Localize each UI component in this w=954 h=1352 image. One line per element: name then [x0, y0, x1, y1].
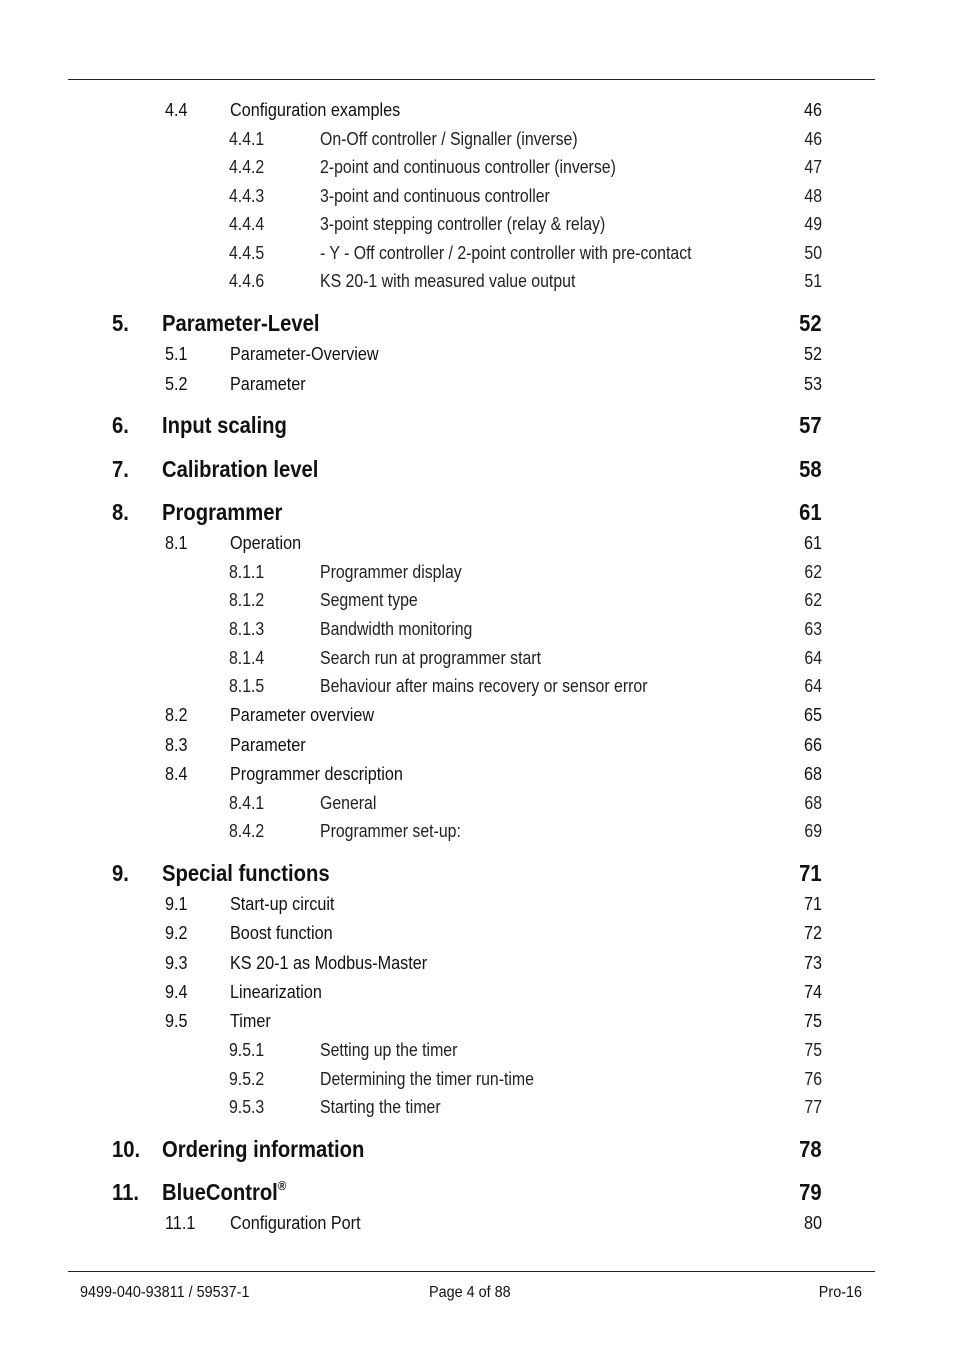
toc-entry[interactable]	[0, 923, 954, 949]
toc-entry-page: 75	[804, 1040, 822, 1060]
toc-entry-number: 8.	[112, 499, 129, 525]
toc-entry[interactable]	[0, 953, 954, 979]
header-rule	[68, 79, 875, 80]
toc-entry-number: 4.4.1	[229, 129, 265, 149]
toc-entry-title-text: Start-up circuit	[230, 894, 335, 914]
toc-entry-page: 68	[804, 793, 822, 813]
toc-entry[interactable]	[0, 735, 954, 761]
toc-entry-number: 10.	[112, 1136, 141, 1162]
toc-entry-number: 8.1.2	[229, 590, 265, 610]
toc-entry-page: 53	[803, 374, 822, 394]
toc-entry-title-text: Search run at programmer start	[320, 648, 541, 668]
toc-entry-number: 8.2	[165, 705, 188, 725]
toc-entry-number: 9.2	[165, 923, 188, 943]
toc-entry-title-text: Segment type	[320, 590, 418, 610]
toc-entry-number: 8.4.1	[229, 793, 265, 813]
toc-entry-number: 8.4.2	[229, 821, 265, 841]
toc-entry-page: 46	[803, 100, 822, 120]
toc-entry-title	[320, 1069, 534, 1090]
toc-entry-title-text: Programmer display	[320, 562, 462, 582]
toc-entry-page: 46	[804, 129, 822, 149]
toc-entry-page: 64	[804, 676, 822, 696]
toc-entry-title-text: Programmer set-up:	[320, 821, 461, 841]
toc-entry[interactable]	[0, 344, 954, 370]
toc-entry-page: 69	[804, 821, 822, 841]
toc-entry-page: 65	[803, 705, 822, 725]
toc-entry-title	[162, 310, 320, 337]
toc-entry-title	[162, 412, 287, 439]
toc-entry[interactable]	[0, 1213, 954, 1239]
toc-entry-title	[162, 1179, 286, 1206]
toc-entry-title-text: Parameter-Overview	[230, 344, 379, 364]
toc-entry[interactable]	[0, 129, 954, 155]
toc-entry-page: 47	[804, 157, 822, 177]
toc-entry-title-text: Parameter overview	[230, 705, 375, 725]
toc-entry-page: 79	[799, 1179, 822, 1205]
toc-entry-number: 4.4.2	[229, 157, 265, 177]
toc-entry-title-text: Parameter	[230, 735, 306, 755]
toc-entry-number: 4.4	[165, 100, 188, 120]
toc-entry-title	[320, 648, 541, 669]
toc-entry-title-text: - Y - Off controller / 2-point controller with pre-contact	[320, 243, 692, 263]
toc-entry-page: 71	[799, 860, 822, 886]
toc-entry-title	[320, 243, 692, 264]
toc-entry[interactable]	[0, 243, 954, 269]
toc-entry-title	[230, 894, 334, 915]
toc-entry[interactable]	[0, 412, 954, 444]
toc-entry-title	[320, 793, 376, 814]
toc-entry-number: 5.	[112, 310, 129, 336]
footer-product: Pro-16	[818, 1284, 862, 1301]
toc-entry-page: 66	[803, 735, 822, 755]
toc-entry[interactable]	[0, 821, 954, 847]
toc-entry[interactable]	[0, 214, 954, 240]
toc-entry-title-text: Input scaling	[162, 412, 287, 438]
toc-entry-number: 9.5.1	[229, 1040, 265, 1060]
toc-entry-title-text: On-Off controller / Signaller (inverse)	[320, 129, 578, 149]
toc-entry-title	[230, 735, 306, 756]
toc-entry[interactable]	[0, 860, 954, 892]
toc-entry-number: 8.1	[165, 533, 188, 553]
toc-entry-number: 9.4	[165, 982, 188, 1002]
toc-entry-title	[162, 1136, 364, 1163]
toc-entry-title-text: Starting the timer	[320, 1097, 441, 1117]
toc-entry-page: 68	[803, 764, 822, 784]
toc-entry-number: 9.5.3	[229, 1097, 265, 1117]
toc-entry-number: 5.1	[165, 344, 188, 364]
toc-entry-number: 11.	[112, 1179, 140, 1205]
toc-entry-title	[230, 982, 322, 1003]
toc-entry-title	[320, 1040, 457, 1061]
toc-entry-title	[230, 1011, 271, 1032]
toc-entry-title-text: 3-point and continuous controller	[320, 186, 550, 206]
toc-entry-title-text: Linearization	[230, 982, 322, 1002]
toc-entry[interactable]	[0, 764, 954, 790]
toc-entry[interactable]	[0, 1011, 954, 1037]
toc-entry[interactable]	[0, 157, 954, 183]
toc-entry-page: 62	[804, 590, 822, 610]
toc-entry[interactable]	[0, 793, 954, 819]
toc-entry-title	[320, 1097, 441, 1118]
toc-entry-page: 62	[804, 562, 822, 582]
toc-entry[interactable]	[0, 1040, 954, 1066]
toc-entry-title	[230, 764, 403, 785]
toc-entry-title-text: BlueControl	[162, 1179, 278, 1205]
toc-entry-page: 49	[804, 214, 822, 234]
toc-entry-page: 73	[803, 953, 822, 973]
toc-entry-number: 8.1.1	[229, 562, 265, 582]
toc-entry-page: 64	[804, 648, 822, 668]
toc-entry-number: 7.	[112, 456, 129, 482]
toc-entry[interactable]	[0, 310, 954, 342]
toc-entry-title-text: Boost function	[230, 923, 333, 943]
toc-entry[interactable]	[0, 619, 954, 645]
toc-entry[interactable]	[0, 705, 954, 731]
toc-entry-title	[320, 129, 578, 150]
toc-entry-title-text: KS 20-1 with measured value output	[320, 271, 576, 291]
toc-entry[interactable]	[0, 590, 954, 616]
toc-entry-number: 11.1	[165, 1213, 196, 1233]
toc-entry-title-text: Determining the timer run-time	[320, 1069, 534, 1089]
toc-entry-page: 48	[804, 186, 822, 206]
toc-entry-title	[230, 953, 427, 974]
toc-entry-number: 5.2	[165, 374, 188, 394]
toc-entry-page: 57	[799, 412, 822, 438]
toc-entry[interactable]	[0, 1097, 954, 1123]
toc-entry-page: 61	[803, 533, 822, 553]
toc-entry-page: 78	[799, 1136, 822, 1162]
toc-entry-title-text: Parameter-Level	[162, 310, 320, 336]
toc-entry-number: 8.4	[165, 764, 188, 784]
toc-entry-title	[320, 590, 418, 611]
toc-entry-title-text: Operation	[230, 533, 302, 553]
toc-entry-number: 9.	[112, 860, 129, 886]
toc-entry-number: 9.5	[165, 1011, 188, 1031]
toc-entry-title	[230, 100, 400, 121]
footer-page-label: Page 4 of 88	[429, 1284, 511, 1301]
toc-entry[interactable]	[0, 1069, 954, 1095]
toc-entry-page: 50	[804, 243, 822, 263]
toc-entry-title	[230, 344, 379, 365]
toc-entry-title	[320, 271, 575, 292]
toc-entry[interactable]	[0, 374, 954, 400]
toc-entry[interactable]	[0, 100, 954, 126]
toc-entry-title-text: Programmer description	[230, 764, 403, 784]
toc-entry-title-text: Parameter	[230, 374, 306, 394]
toc-entry-title-text: Programmer	[162, 499, 283, 525]
toc-entry-number: 8.3	[165, 735, 188, 755]
toc-entry-number: 4.4.3	[229, 186, 265, 206]
toc-entry-page: 63	[804, 619, 822, 639]
toc-entry-title-text: General	[320, 793, 377, 813]
toc-entry-page: 80	[803, 1213, 822, 1233]
toc-entry[interactable]	[0, 271, 954, 297]
toc-entry[interactable]	[0, 894, 954, 920]
toc-entry-number: 9.3	[165, 953, 188, 973]
toc-entry-title-text: Ordering information	[162, 1136, 365, 1162]
toc-entry-title-text: Setting up the timer	[320, 1040, 458, 1060]
toc-entry-title-text: KS 20-1 as Modbus-Master	[230, 953, 428, 973]
toc-entry-title	[162, 499, 282, 526]
toc-entry-number: 4.4.4	[229, 214, 265, 234]
toc-entry-number: 4.4.6	[229, 271, 265, 291]
toc-entry-title	[320, 214, 605, 235]
toc-entry-title	[230, 374, 306, 395]
toc-entry-title-text: Calibration level	[162, 456, 319, 482]
toc-entry[interactable]	[0, 648, 954, 674]
toc-entry-page: 74	[803, 982, 822, 1002]
toc-entry[interactable]	[0, 533, 954, 559]
toc-entry-title-text: Configuration Port	[230, 1213, 361, 1233]
toc-entry-title	[162, 860, 330, 887]
toc-entry-number: 8.1.5	[229, 676, 265, 696]
toc-entry-title	[320, 186, 550, 207]
toc-entry-page: 77	[804, 1097, 822, 1117]
toc-entry-title-text: 2-point and continuous controller (inverse)	[320, 157, 616, 177]
toc-entry-page: 75	[803, 1011, 822, 1031]
toc-entry-title-text: Configuration examples	[230, 100, 401, 120]
toc-entry[interactable]	[0, 982, 954, 1008]
toc-entry-title-text: Bandwidth monitoring	[320, 619, 473, 639]
toc-entry-title-text: 3-point stepping controller (relay & relay)	[320, 214, 606, 234]
toc-entry-page: 61	[799, 499, 822, 525]
toc-entry-number: 6.	[112, 412, 129, 438]
toc-entry-page: 72	[803, 923, 822, 943]
toc-entry-page: 51	[804, 271, 822, 291]
toc-entry-title	[230, 533, 301, 554]
toc-entry-title	[320, 676, 647, 697]
toc-entry-title-text: Timer	[230, 1011, 271, 1031]
toc-entry[interactable]	[0, 676, 954, 702]
toc-entry[interactable]	[0, 499, 954, 531]
registered-mark: ®	[277, 1178, 287, 1193]
toc-entry-title	[230, 923, 333, 944]
toc-entry-title-text: Behaviour after mains recovery or sensor error	[320, 676, 648, 696]
toc-entry[interactable]	[0, 1179, 954, 1211]
toc-entry-title	[320, 157, 616, 178]
toc-entry-title-text: Special functions	[162, 860, 330, 886]
toc-entry[interactable]	[0, 1136, 954, 1168]
footer-rule	[68, 1271, 875, 1272]
toc-entry-page: 52	[799, 310, 822, 336]
toc-entry-page: 58	[799, 456, 822, 482]
toc-entry-title	[320, 619, 472, 640]
footer-doc-number: 9499-040-93811 / 59537-1	[80, 1284, 250, 1301]
toc-entry-number: 9.1	[165, 894, 188, 914]
toc-entry-number: 8.1.4	[229, 648, 265, 668]
toc-entry-page: 76	[804, 1069, 822, 1089]
toc-entry-number: 8.1.3	[229, 619, 265, 639]
toc-entry-title	[320, 562, 462, 583]
toc-entry[interactable]	[0, 562, 954, 588]
toc-entry-page: 71	[803, 894, 822, 914]
toc-entry-title	[230, 705, 374, 726]
toc-entry-page: 52	[803, 344, 822, 364]
toc-entry-number: 4.4.5	[229, 243, 265, 263]
toc-entry-title	[162, 456, 318, 483]
toc-entry-number: 9.5.2	[229, 1069, 265, 1089]
toc-entry-title	[230, 1213, 361, 1234]
toc-entry[interactable]	[0, 456, 954, 488]
toc-entry-title	[320, 821, 461, 842]
toc-entry[interactable]	[0, 186, 954, 212]
